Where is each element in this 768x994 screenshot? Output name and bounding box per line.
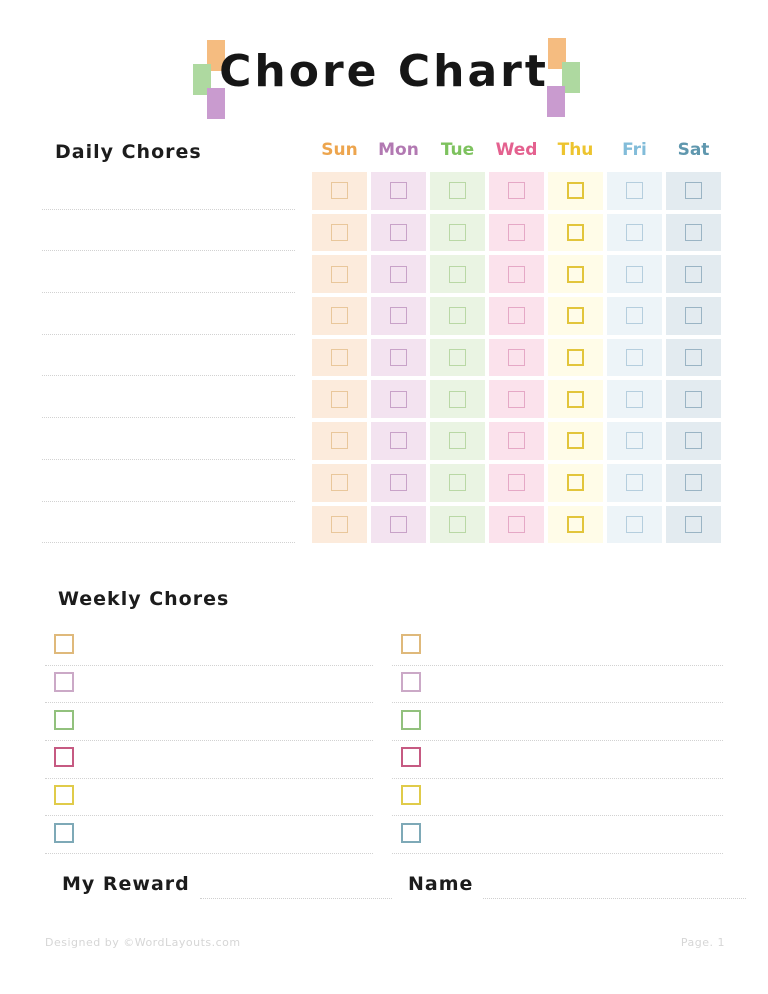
chore-cell-fri bbox=[607, 422, 662, 460]
chore-cell-tue bbox=[430, 464, 485, 502]
chore-cell-tue bbox=[430, 380, 485, 418]
day-header-wed: Wed bbox=[495, 140, 538, 160]
checkbox-tue[interactable] bbox=[449, 516, 466, 533]
checkbox-fri[interactable] bbox=[626, 349, 643, 366]
chore-cell-tue bbox=[430, 339, 485, 377]
chore-cell-sun bbox=[312, 506, 367, 544]
weekly-chore-row bbox=[45, 779, 373, 817]
weekly-checkbox[interactable] bbox=[401, 747, 421, 767]
checkbox-fri[interactable] bbox=[626, 391, 643, 408]
checkbox-wed[interactable] bbox=[508, 391, 525, 408]
checkbox-thu[interactable] bbox=[567, 516, 584, 533]
chore-cell-thu bbox=[548, 422, 603, 460]
daily-chore-line[interactable] bbox=[42, 380, 295, 418]
weekly-checkbox[interactable] bbox=[401, 672, 421, 692]
checkbox-sun[interactable] bbox=[331, 432, 348, 449]
daily-chore-line[interactable] bbox=[42, 172, 295, 210]
checkbox-sat[interactable] bbox=[685, 266, 702, 283]
daily-chore-line[interactable] bbox=[42, 422, 295, 460]
checkbox-mon[interactable] bbox=[390, 307, 407, 324]
chore-cell-thu bbox=[548, 214, 603, 252]
checkbox-sat[interactable] bbox=[685, 432, 702, 449]
checkbox-thu[interactable] bbox=[567, 391, 584, 408]
chore-cell-fri bbox=[607, 380, 662, 418]
chore-cell-mon bbox=[371, 506, 426, 544]
checkbox-sun[interactable] bbox=[331, 266, 348, 283]
chore-cell-fri bbox=[607, 464, 662, 502]
checkbox-tue[interactable] bbox=[449, 182, 466, 199]
checkbox-sat[interactable] bbox=[685, 474, 702, 491]
chore-cell-mon bbox=[371, 339, 426, 377]
checkbox-thu[interactable] bbox=[567, 266, 584, 283]
checkbox-tue[interactable] bbox=[449, 307, 466, 324]
chore-cell-tue bbox=[430, 422, 485, 460]
checkbox-wed[interactable] bbox=[508, 349, 525, 366]
weekly-chore-row bbox=[392, 741, 723, 779]
day-header-row bbox=[312, 140, 721, 160]
weekly-chore-row bbox=[45, 703, 373, 741]
chore-cell-sat bbox=[666, 172, 721, 210]
chore-cell-mon bbox=[371, 214, 426, 252]
checkbox-thu[interactable] bbox=[567, 349, 584, 366]
daily-chore-line[interactable] bbox=[42, 464, 295, 502]
chore-cell-sun bbox=[312, 380, 367, 418]
daily-chores-write-in-lines bbox=[42, 172, 295, 543]
checkbox-sun[interactable] bbox=[331, 224, 348, 241]
daily-checkbox-grid bbox=[312, 172, 721, 543]
weekly-chores-heading: Weekly Chores bbox=[58, 588, 230, 610]
weekly-checkbox[interactable] bbox=[54, 672, 74, 692]
weekly-chore-row bbox=[45, 816, 373, 854]
checkbox-fri[interactable] bbox=[626, 266, 643, 283]
weekly-chore-row bbox=[392, 666, 723, 704]
chore-cell-sat bbox=[666, 339, 721, 377]
weekly-chore-row bbox=[45, 741, 373, 779]
checkbox-sat[interactable] bbox=[685, 349, 702, 366]
weekly-chore-row bbox=[392, 816, 723, 854]
chore-cell-tue bbox=[430, 214, 485, 252]
chore-cell-sat bbox=[666, 297, 721, 335]
checkbox-thu[interactable] bbox=[567, 182, 584, 199]
weekly-chores-column-left bbox=[45, 628, 373, 854]
chore-cell-wed bbox=[489, 422, 544, 460]
chore-cell-tue bbox=[430, 297, 485, 335]
chore-cell-wed bbox=[489, 255, 544, 293]
chore-cell-mon bbox=[371, 297, 426, 335]
chore-cell-wed bbox=[489, 297, 544, 335]
chore-cell-sun bbox=[312, 297, 367, 335]
weekly-chore-row bbox=[392, 779, 723, 817]
name-label: Name bbox=[408, 873, 474, 895]
chore-cell-sat bbox=[666, 255, 721, 293]
chore-cell-thu bbox=[548, 464, 603, 502]
checkbox-tue[interactable] bbox=[449, 391, 466, 408]
chore-cell-mon bbox=[371, 422, 426, 460]
weekly-chore-row bbox=[45, 628, 373, 666]
weekly-checkbox[interactable] bbox=[401, 785, 421, 805]
weekly-checkbox[interactable] bbox=[54, 747, 74, 767]
chore-cell-fri bbox=[607, 172, 662, 210]
checkbox-tue[interactable] bbox=[449, 432, 466, 449]
my-reward-field bbox=[62, 873, 392, 895]
weekly-chore-row bbox=[392, 703, 723, 741]
name-write-in-line[interactable] bbox=[483, 898, 746, 899]
chore-cell-mon bbox=[371, 255, 426, 293]
chore-cell-thu bbox=[548, 339, 603, 377]
page-number: Page. 1 bbox=[680, 936, 725, 949]
daily-chore-line[interactable] bbox=[42, 214, 295, 252]
my-reward-write-in-line[interactable] bbox=[200, 898, 392, 899]
daily-chores-heading: Daily Chores bbox=[55, 141, 202, 163]
weekly-checkbox[interactable] bbox=[401, 634, 421, 654]
checkbox-thu[interactable] bbox=[567, 307, 584, 324]
chore-cell-sat bbox=[666, 214, 721, 252]
checkbox-mon[interactable] bbox=[390, 266, 407, 283]
checkbox-sat[interactable] bbox=[685, 224, 702, 241]
checkbox-wed[interactable] bbox=[508, 266, 525, 283]
weekly-checkbox[interactable] bbox=[54, 823, 74, 843]
day-header-fri: Fri bbox=[622, 140, 647, 160]
checkbox-wed[interactable] bbox=[508, 516, 525, 533]
day-header-sun: Sun bbox=[321, 140, 358, 160]
checkbox-sun[interactable] bbox=[331, 182, 348, 199]
checkbox-sun[interactable] bbox=[331, 516, 348, 533]
checkbox-mon[interactable] bbox=[390, 349, 407, 366]
chore-cell-fri bbox=[607, 214, 662, 252]
chore-cell-mon bbox=[371, 464, 426, 502]
checkbox-mon[interactable] bbox=[390, 391, 407, 408]
checkbox-thu[interactable] bbox=[567, 224, 584, 241]
chore-cell-wed bbox=[489, 172, 544, 210]
chore-cell-fri bbox=[607, 339, 662, 377]
checkbox-tue[interactable] bbox=[449, 349, 466, 366]
checkbox-thu[interactable] bbox=[567, 432, 584, 449]
checkbox-wed[interactable] bbox=[508, 224, 525, 241]
checkbox-sun[interactable] bbox=[331, 349, 348, 366]
day-header-tue: Tue bbox=[440, 140, 475, 160]
my-reward-label: My Reward bbox=[62, 873, 190, 895]
checkbox-tue[interactable] bbox=[449, 474, 466, 491]
name-field bbox=[408, 873, 746, 895]
chore-cell-tue bbox=[430, 506, 485, 544]
chore-cell-thu bbox=[548, 172, 603, 210]
weekly-checkbox[interactable] bbox=[54, 710, 74, 730]
weekly-chore-row bbox=[392, 628, 723, 666]
weekly-checkbox[interactable] bbox=[401, 823, 421, 843]
chore-cell-sun bbox=[312, 422, 367, 460]
chore-cell-wed bbox=[489, 214, 544, 252]
checkbox-sat[interactable] bbox=[685, 182, 702, 199]
chore-cell-wed bbox=[489, 506, 544, 544]
checkbox-wed[interactable] bbox=[508, 432, 525, 449]
daily-chore-line[interactable] bbox=[42, 255, 295, 293]
chore-cell-sat bbox=[666, 506, 721, 544]
chore-cell-fri bbox=[607, 297, 662, 335]
chore-cell-sat bbox=[666, 464, 721, 502]
checkbox-mon[interactable] bbox=[390, 182, 407, 199]
chore-cell-thu bbox=[548, 255, 603, 293]
chore-cell-sun bbox=[312, 255, 367, 293]
page-title: Chore Chart bbox=[219, 46, 549, 97]
daily-chore-line[interactable] bbox=[42, 506, 295, 544]
chore-cell-sun bbox=[312, 339, 367, 377]
weekly-checkbox[interactable] bbox=[401, 710, 421, 730]
checkbox-sun[interactable] bbox=[331, 307, 348, 324]
checkbox-fri[interactable] bbox=[626, 307, 643, 324]
weekly-chores-column-right bbox=[392, 628, 723, 854]
chore-cell-sat bbox=[666, 422, 721, 460]
weekly-checkbox[interactable] bbox=[54, 634, 74, 654]
chore-cell-wed bbox=[489, 339, 544, 377]
checkbox-tue[interactable] bbox=[449, 224, 466, 241]
checkbox-sun[interactable] bbox=[331, 391, 348, 408]
checkbox-mon[interactable] bbox=[390, 432, 407, 449]
checkbox-fri[interactable] bbox=[626, 182, 643, 199]
chore-cell-tue bbox=[430, 172, 485, 210]
checkbox-fri[interactable] bbox=[626, 516, 643, 533]
checkbox-sat[interactable] bbox=[685, 391, 702, 408]
checkbox-fri[interactable] bbox=[626, 432, 643, 449]
day-header-mon: Mon bbox=[378, 140, 419, 160]
chore-cell-sun bbox=[312, 464, 367, 502]
weekly-checkbox[interactable] bbox=[54, 785, 74, 805]
checkbox-sun[interactable] bbox=[331, 474, 348, 491]
checkbox-wed[interactable] bbox=[508, 307, 525, 324]
chore-cell-wed bbox=[489, 380, 544, 418]
checkbox-mon[interactable] bbox=[390, 474, 407, 491]
daily-chore-line[interactable] bbox=[42, 297, 295, 335]
chore-cell-tue bbox=[430, 255, 485, 293]
daily-chore-line[interactable] bbox=[42, 339, 295, 377]
chore-cell-thu bbox=[548, 297, 603, 335]
chore-cell-thu bbox=[548, 380, 603, 418]
chore-cell-fri bbox=[607, 506, 662, 544]
checkbox-mon[interactable] bbox=[390, 224, 407, 241]
weekly-chore-row bbox=[45, 666, 373, 704]
checkbox-fri[interactable] bbox=[626, 224, 643, 241]
checkbox-sat[interactable] bbox=[685, 516, 702, 533]
day-header-thu: Thu bbox=[557, 140, 594, 160]
checkbox-wed[interactable] bbox=[508, 474, 525, 491]
chore-cell-mon bbox=[371, 380, 426, 418]
checkbox-tue[interactable] bbox=[449, 266, 466, 283]
chore-cell-sun bbox=[312, 172, 367, 210]
checkbox-sat[interactable] bbox=[685, 307, 702, 324]
chore-cell-wed bbox=[489, 464, 544, 502]
day-header-sat: Sat bbox=[677, 140, 710, 160]
chore-cell-sat bbox=[666, 380, 721, 418]
chore-cell-thu bbox=[548, 506, 603, 544]
checkbox-fri[interactable] bbox=[626, 474, 643, 491]
checkbox-thu[interactable] bbox=[567, 474, 584, 491]
chore-cell-mon bbox=[371, 172, 426, 210]
checkbox-mon[interactable] bbox=[390, 516, 407, 533]
chore-cell-fri bbox=[607, 255, 662, 293]
chore-cell-sun bbox=[312, 214, 367, 252]
designer-credit: Designed by ©WordLayouts.com bbox=[45, 936, 241, 949]
checkbox-wed[interactable] bbox=[508, 182, 525, 199]
